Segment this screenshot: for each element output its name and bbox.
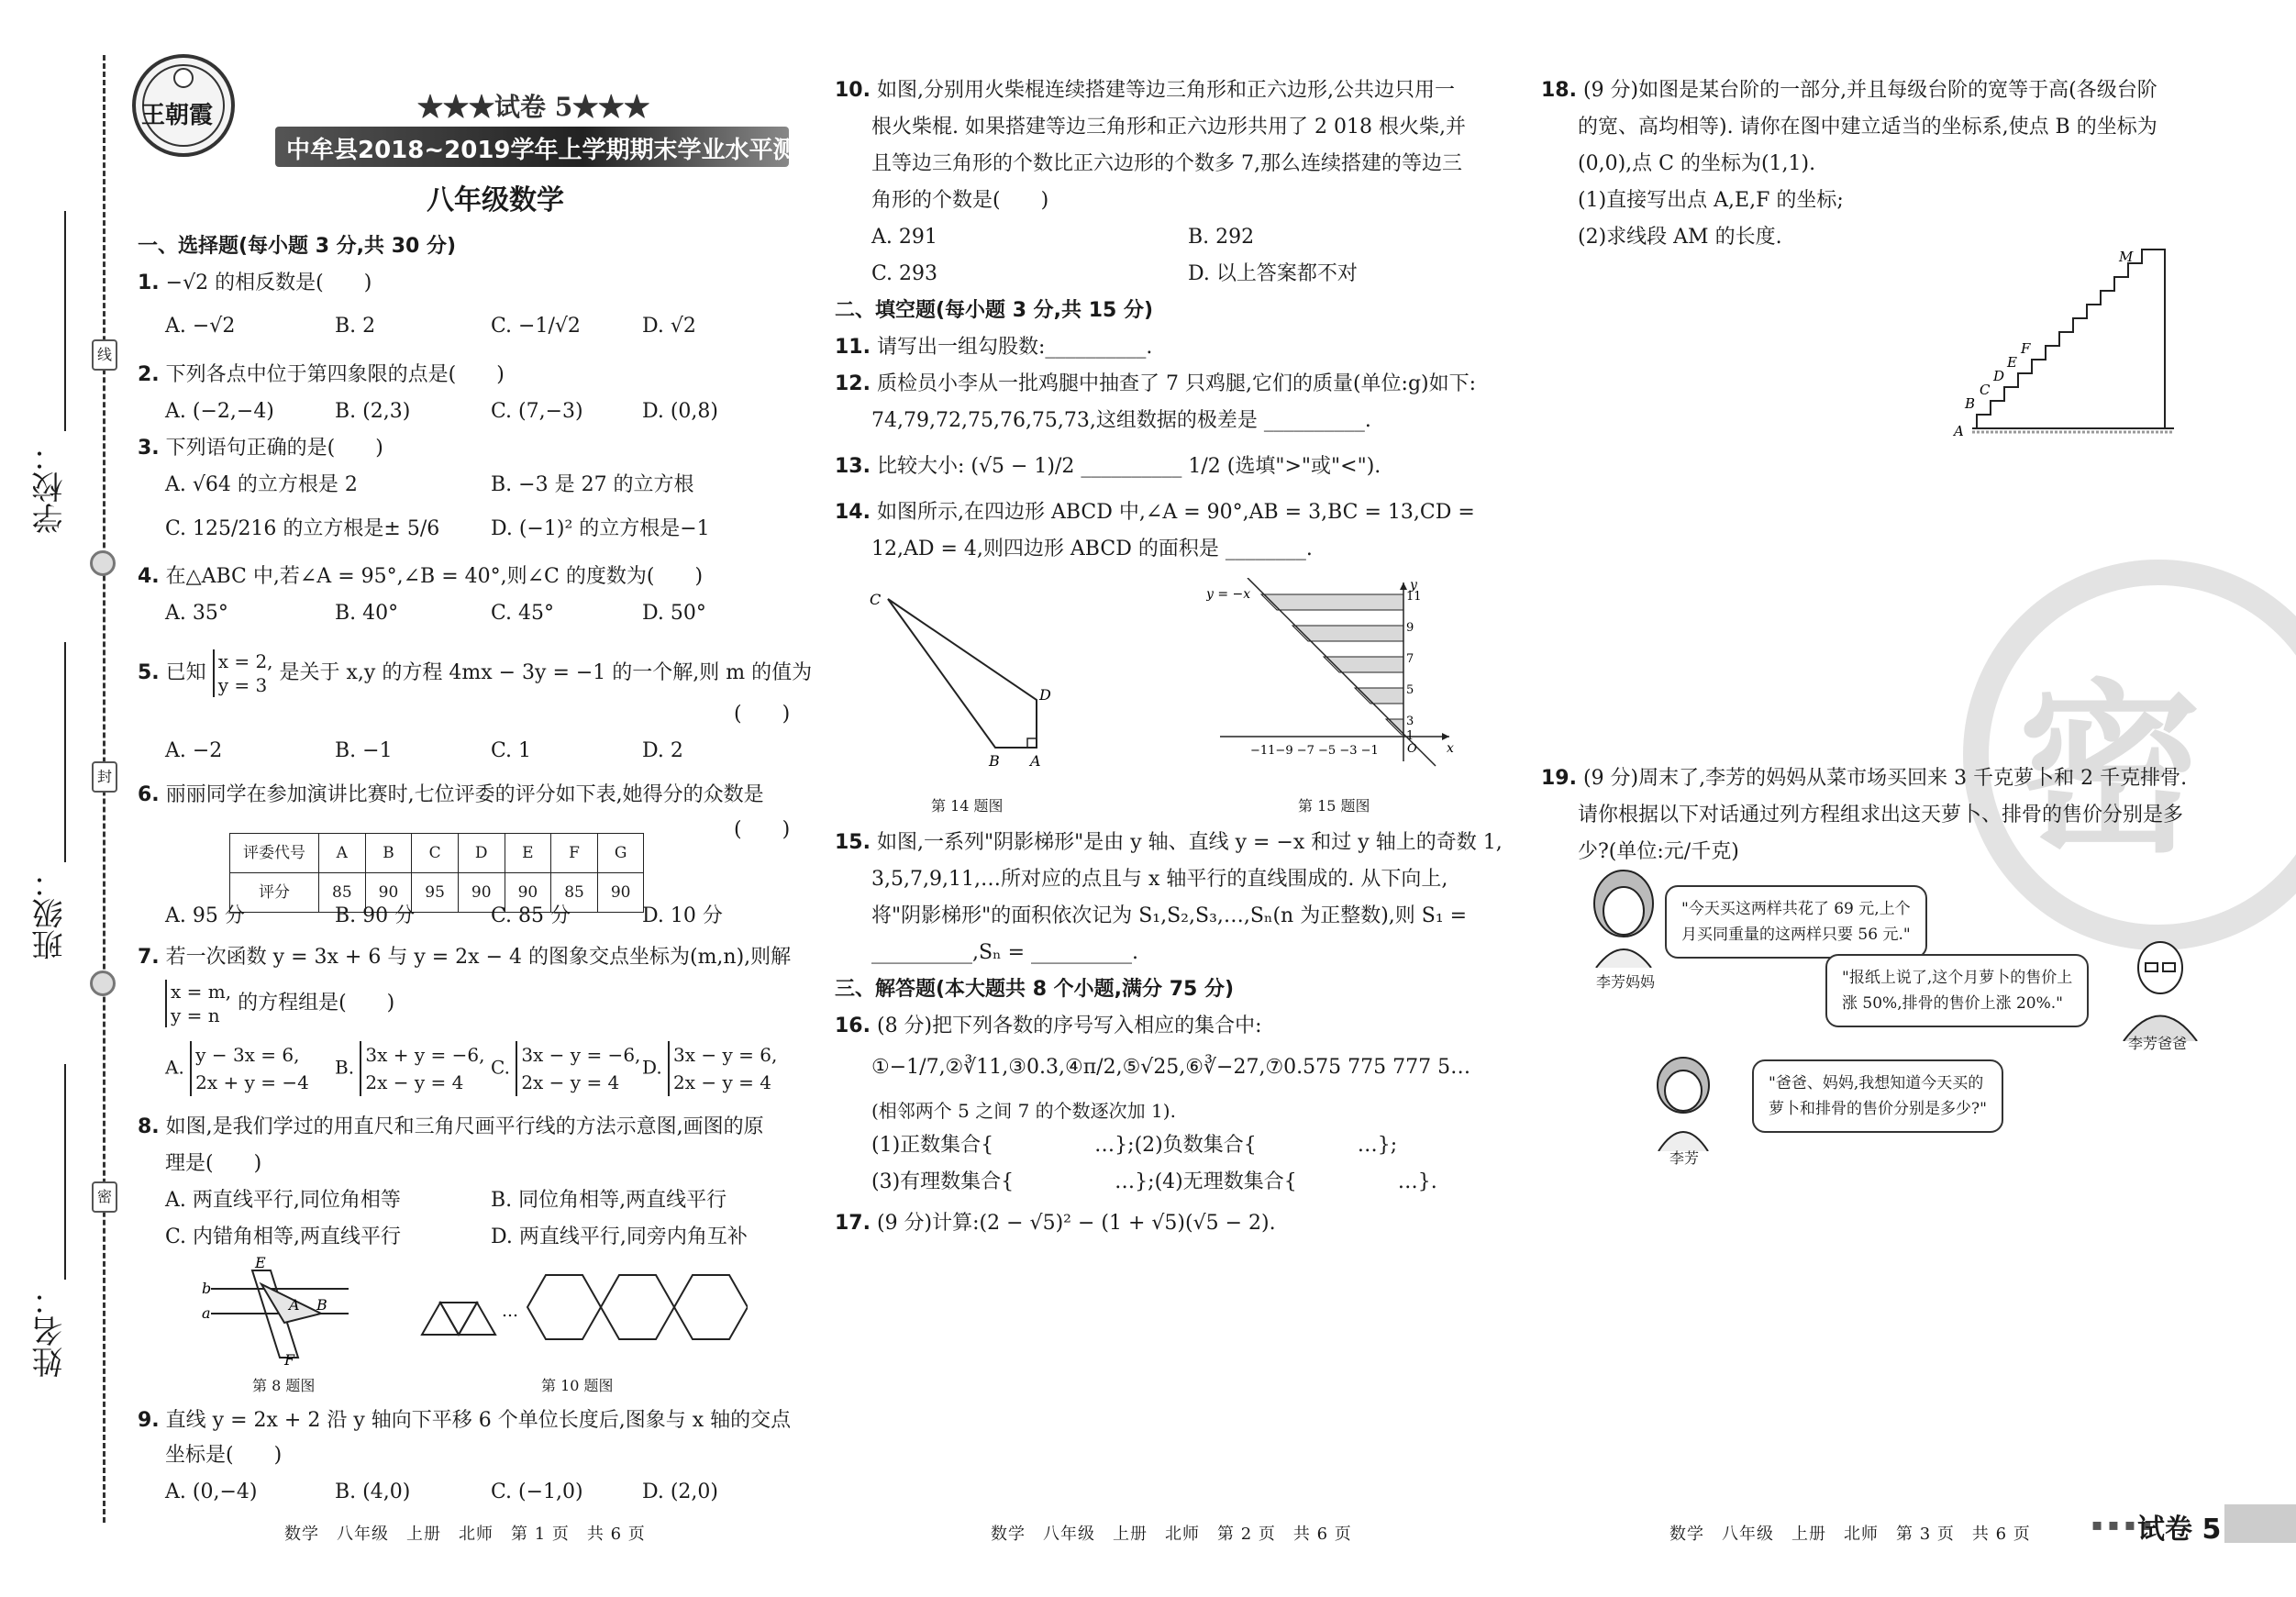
table-cell: 评委代号 <box>230 834 319 873</box>
eq-line: 2x + y = −4 <box>195 1071 309 1093</box>
q-num: 1. <box>138 272 160 294</box>
table-cell: 90 <box>365 873 412 913</box>
table-cell: 95 <box>412 873 459 913</box>
eq-line: x = 2, <box>217 650 273 672</box>
q-text: 将"阴影梯形"的面积依次记为 S₁,S₂,S₃,…,Sₙ(n 为正整数),则 S₁ = <box>871 904 1468 927</box>
svg-text:M: M <box>2119 249 2134 265</box>
q-num: 15. <box>835 831 871 854</box>
q-text: 角形的个数是( ) <box>871 189 1049 212</box>
q-text: (3)有理数集合{ …};(4)无理数集合{ …}. <box>871 1170 1437 1193</box>
speech-bubble-dad <box>1825 954 2089 1027</box>
option-d: D. 2 <box>642 739 683 762</box>
binding-strip <box>0 0 138 1597</box>
section-heading: 一、选择题(每小题 3 分,共 30 分) <box>138 235 457 258</box>
table-cell: 评分 <box>230 873 319 913</box>
option-a: A. (0,−4) <box>165 1481 258 1503</box>
q-text: 丽丽同学在参加演讲比赛时,七位评委的评分如下表,她得分的众数是 <box>165 783 764 806</box>
name-blank <box>64 1064 66 1280</box>
eq-line: y = n <box>171 1004 220 1026</box>
q-num: 6. <box>138 783 160 806</box>
page-footer: 数学 八年级 上册 北师 第 3 页 共 6 页 <box>1669 1525 2031 1544</box>
page-footer: 数学 八年级 上册 北师 第 2 页 共 6 页 <box>991 1525 1352 1544</box>
bubble-line: "今天买这两样共花了 69 元,上个 <box>1681 900 1911 918</box>
seal-mark-mi: 密 <box>92 1181 117 1213</box>
figure-caption: 第 8 题图 <box>252 1377 316 1394</box>
option-d: D. 50° <box>642 602 706 625</box>
bubble-line: "报纸上说了,这个月萝卜的售价上 <box>1842 969 2073 987</box>
question-8-line2: 理是( ) <box>165 1152 262 1175</box>
school-blank <box>64 211 66 431</box>
q-num: 2. <box>138 363 160 386</box>
class-label: 班级： <box>32 867 69 960</box>
bubble-line: 月买同重量的这两样只要 56 元." <box>1681 926 1911 944</box>
svg-text:C: C <box>1980 382 1991 398</box>
option-c: C. 1 <box>491 739 532 762</box>
table-cell: D <box>458 834 505 873</box>
q-text: 比较大小: (√5 − 1)/2 __________ 1/2 (选填">"或"<"). <box>876 455 1381 478</box>
option-c: C. (−1,0) <box>491 1481 583 1503</box>
question-12 <box>835 367 1476 402</box>
question-5 <box>138 649 812 697</box>
exam-title: 中牟县2018~2019学年上学期期末学业水平测试试卷 <box>286 137 869 164</box>
svg-text:D: D <box>1039 686 1051 704</box>
q-text: ①−1/7,②∛11,③0.3,④π/2,⑤√25,⑥∛−27,⑦0.575 775 777 5… <box>871 1056 1471 1079</box>
option-b: B. −1 <box>335 739 393 762</box>
svg-text:A: A <box>1030 752 1041 770</box>
section-heading: 三、解答题(本大题共 8 个小题,满分 75 分) <box>835 978 1235 1001</box>
svg-text:7: 7 <box>1406 652 1414 666</box>
option-b: B. 40° <box>335 602 399 625</box>
paper-number: ★★★试卷 5★★★ <box>417 92 650 122</box>
option-b: B. (4,0) <box>335 1481 411 1503</box>
question-15 <box>835 826 1503 860</box>
figure-18-staircase <box>1945 234 2183 440</box>
option-b: B. −3 是 27 的立方根 <box>491 473 694 496</box>
name-label: 姓名： <box>32 1284 69 1378</box>
option-a: A. y − 3x = 6, 2x + y = −4 <box>165 1041 309 1096</box>
q-text: 已知 <box>165 661 206 684</box>
equation-system <box>165 980 231 1027</box>
table-cell: B <box>365 834 412 873</box>
paper-badge: 试卷 5 <box>2137 1514 2222 1546</box>
option-b: B. 同位角相等,两直线平行 <box>491 1189 727 1212</box>
svg-text:A: A <box>289 1296 300 1314</box>
q-text: 12,AD = 4,则四边形 ABCD 的面积是 ________. <box>871 538 1313 560</box>
q-text: 若一次函数 y = 3x + 6 与 y = 2x − 4 的图象交点坐标为(m,n),则解 <box>165 946 792 969</box>
svg-text:b: b <box>202 1280 212 1297</box>
svg-text:A: A <box>1954 423 1964 439</box>
svg-text:…: … <box>502 1302 518 1321</box>
option-a: A. −√2 <box>165 315 236 338</box>
question-2 <box>138 358 505 393</box>
q-num: 16. <box>835 1015 871 1037</box>
q-num: 9. <box>138 1409 160 1432</box>
girl-figure <box>1642 1050 1725 1151</box>
question-7-line2 <box>165 980 394 1027</box>
q-text: 如图,一系列"阴影梯形"是由 y 轴、直线 y = −x 和过 y 轴上的奇数 1, <box>876 831 1503 854</box>
eq-line: y − 3x = 6, <box>195 1044 300 1066</box>
q-num: 11. <box>835 336 871 359</box>
q-text: (1)直接写出点 A,E,F 的坐标; <box>1578 189 1844 212</box>
q-num: 14. <box>835 501 871 524</box>
option-a: A. 两直线平行,同位角相等 <box>165 1189 401 1212</box>
question-10 <box>835 73 1455 108</box>
svg-text:y = −x: y = −x <box>1206 587 1251 602</box>
q-num: 5. <box>138 661 160 684</box>
q-text: 如图,是我们学过的用直尺和三角尺画平行线的方法示意图,画图的原 <box>165 1115 764 1138</box>
binding-hole <box>90 970 116 996</box>
figure-caption: 第 14 题图 <box>931 797 1004 815</box>
q-text: __________,Sₙ = __________. <box>871 941 1138 964</box>
seal-mark-feng: 封 <box>92 761 117 793</box>
bubble-line: 涨 50%,排骨的售价上涨 20%." <box>1842 994 2064 1013</box>
q-text: 3,5,7,9,11,…所对应的点且与 x 轴平行的直线围成的. 从下向上, <box>871 868 1448 891</box>
svg-text:11: 11 <box>1406 590 1422 604</box>
answer-paren: ( ) <box>734 818 791 841</box>
svg-text:E: E <box>255 1257 266 1271</box>
speech-bubble-mom <box>1665 885 1927 959</box>
option-a: A. 35° <box>165 602 228 625</box>
q-text: 如图,分别用火柴棍连续搭建等边三角形和正六边形,公共边只用一 <box>876 79 1455 102</box>
q-text: 直线 y = 2x + 2 沿 y 轴向下平移 6 个单位长度后,图象与 x 轴的交点 <box>165 1409 792 1432</box>
q-text: 是关于 x,y 的方程 4mx − 3y = −1 的一个解,则 m 的值为 <box>279 661 813 684</box>
svg-text:1: 1 <box>1406 729 1414 743</box>
eq-line: 2x − y = 4 <box>365 1071 464 1093</box>
option-a: A. (−2,−4) <box>165 400 274 423</box>
figure-14-diagram <box>862 582 1082 784</box>
question-7 <box>138 940 791 975</box>
svg-text:−11−9 −7 −5 −3 −1: −11−9 −7 −5 −3 −1 <box>1250 744 1379 758</box>
q-text: 如图所示,在四边形 ABCD 中,∠A = 90°,AB = 3,BC = 13,CD = <box>876 501 1475 524</box>
svg-text:D: D <box>1993 368 2005 384</box>
option-c: C. −1/√2 <box>491 315 581 338</box>
question-18 <box>1541 73 2157 108</box>
figure-caption: 第 10 题图 <box>541 1377 614 1394</box>
q-num: 18. <box>1541 79 1577 102</box>
option-c: C. 内错角相等,两直线平行 <box>165 1225 402 1248</box>
q-text: (9 分)周末了,李芳的妈妈从菜市场买回来 3 千克萝卜和 2 千克排骨. <box>1582 767 2188 790</box>
table-cell: 90 <box>458 873 505 913</box>
svg-text:B: B <box>989 752 1000 770</box>
svg-text:a: a <box>202 1304 211 1322</box>
svg-text:9: 9 <box>1406 621 1414 635</box>
girl-label: 李芳 <box>1669 1149 1700 1167</box>
subject-title: 八年级数学 <box>427 184 564 216</box>
svg-text:5: 5 <box>1406 683 1414 697</box>
svg-text:x: x <box>1447 741 1454 756</box>
badge-bar <box>2224 1504 2296 1543</box>
q-num: 12. <box>835 372 871 395</box>
dots-decoration: ▪ ▪ ▪ ▪ <box>2091 1515 2152 1535</box>
eq-line: 3x − y = −6, <box>521 1044 641 1066</box>
option-c: C. 125/216 的立方根是± 5/6 <box>165 517 440 540</box>
question-8 <box>138 1110 764 1145</box>
option-d: D. 两直线平行,同旁内角互补 <box>491 1225 748 1248</box>
q-text: 在△ABC 中,若∠A = 95°,∠B = 40°,则∠C 的度数为( ) <box>165 565 704 588</box>
mom-label: 李芳妈妈 <box>1596 973 1656 991</box>
option-c: C. (7,−3) <box>491 400 583 423</box>
option-d: D. 3x − y = 6, 2x − y = 4 <box>642 1041 777 1096</box>
question-1 <box>138 266 372 301</box>
table-cell: 90 <box>597 873 644 913</box>
q-num: 17. <box>835 1212 871 1235</box>
q-num: 3. <box>138 437 160 460</box>
option-b: B. 2 <box>335 315 376 338</box>
class-blank <box>64 642 66 862</box>
answer-paren: ( ) <box>734 703 791 726</box>
question-4 <box>138 560 703 594</box>
option-c: C. 45° <box>491 602 555 625</box>
eq-line: y = 3 <box>217 674 268 696</box>
option-c: C. 293 <box>871 262 938 285</box>
option-d: D. 以上答案都不对 <box>1188 262 1358 285</box>
option-b: B. 3x + y = −6, 2x − y = 4 <box>335 1041 485 1096</box>
option-c: C. 3x − y = −6, 2x − y = 4 <box>491 1041 640 1096</box>
option-d: D. (0,8) <box>642 400 718 423</box>
q-text: 请写出一组勾股数:__________. <box>876 336 1153 359</box>
svg-text:F: F <box>2021 340 2031 357</box>
table-row <box>230 873 644 913</box>
svg-text:B: B <box>316 1296 327 1314</box>
question-9 <box>138 1403 791 1438</box>
option-a: A. 95 分 <box>165 904 245 927</box>
eq-line: x = m, <box>171 981 232 1003</box>
svg-text:3: 3 <box>1406 715 1414 728</box>
figure-caption: 第 15 题图 <box>1298 797 1370 815</box>
q-text: 根火柴棍. 如果搭建等边三角形和正六边形共用了 2 018 根火柴,并 <box>871 116 1466 139</box>
option-d: D. 10 分 <box>642 904 723 927</box>
q-text: 的方程组是( ) <box>238 992 395 1015</box>
question-19 <box>1541 761 2187 796</box>
q-num: 13. <box>835 455 871 478</box>
table-cell: A <box>319 834 366 873</box>
q-text: 74,79,72,75,76,75,73,这组数据的极差是 __________. <box>871 409 1371 432</box>
q-text: (8 分)把下列各数的序号写入相应的集合中: <box>876 1015 1262 1037</box>
q-text: (0,0),点 C 的坐标为(1,1). <box>1578 152 1816 175</box>
q-num: 8. <box>138 1115 160 1138</box>
question-17 <box>835 1206 1276 1241</box>
table-cell: E <box>505 834 551 873</box>
q-num: 7. <box>138 946 160 969</box>
table-cell: 85 <box>551 873 598 913</box>
q-text: 质检员小李从一批鸡腿中抽查了 7 只鸡腿,它们的质量(单位:g)如下: <box>876 372 1477 395</box>
eq-line: 2x − y = 4 <box>673 1071 772 1093</box>
q-text: 下列语句正确的是( ) <box>165 437 383 460</box>
figure-15-diagram <box>1206 578 1481 771</box>
table-cell: F <box>551 834 598 873</box>
question-11 <box>835 330 1152 365</box>
svg-text:C: C <box>870 591 882 608</box>
q-text: (相邻两个 5 之间 7 的个数逐次加 1). <box>871 1100 1176 1122</box>
table-cell: G <box>597 834 644 873</box>
option-a: A. 291 <box>871 226 937 249</box>
q-num: 10. <box>835 79 871 102</box>
question-3 <box>138 431 383 466</box>
table-row <box>230 834 644 873</box>
school-label: 学校： <box>32 440 69 534</box>
mom-figure <box>1582 867 1665 968</box>
section-heading: 二、填空题(每小题 3 分,共 15 分) <box>835 299 1154 322</box>
figure-8-diagram <box>202 1257 358 1367</box>
dad-figure <box>2114 936 2206 1041</box>
svg-text:F: F <box>284 1351 295 1367</box>
option-d: D. (−1)² 的立方根是−1 <box>491 517 710 540</box>
question-9-line2: 坐标是( ) <box>165 1444 283 1467</box>
page-footer: 数学 八年级 上册 北师 第 1 页 共 6 页 <box>284 1525 646 1544</box>
option-d: D. (2,0) <box>642 1481 718 1503</box>
question-6 <box>138 778 764 813</box>
option-c: C. 85 分 <box>491 904 571 927</box>
svg-text:B: B <box>1965 395 1976 412</box>
binding-hole <box>90 550 116 576</box>
option-a: A. √64 的立方根是 2 <box>165 473 358 496</box>
table-cell: C <box>412 834 459 873</box>
eq-line: 3x − y = 6, <box>673 1044 778 1066</box>
option-b: B. 292 <box>1188 226 1255 249</box>
svg-text:y: y <box>1410 578 1417 593</box>
q-text: 下列各点中位于第四象限的点是( ) <box>165 363 505 386</box>
q-text: 少?(单位:元/千克) <box>1578 840 1739 863</box>
bubble-line: "爸爸、妈妈,我想知道今天买的 <box>1769 1074 1984 1092</box>
q-num: 19. <box>1541 767 1577 790</box>
svg-text:O: O <box>1407 742 1417 756</box>
figure-10-diagram <box>417 1261 748 1353</box>
bubble-line: 萝卜和排骨的售价分别是多少?" <box>1769 1100 1987 1118</box>
q-text: 请你根据以下对话通过列方程组求出这天萝卜、排骨的售价分别是多 <box>1578 804 2184 826</box>
option-b: B. (2,3) <box>335 400 411 423</box>
q-text: (9 分)计算:(2 − √5)² − (1 + √5)(√5 − 2). <box>876 1212 1276 1235</box>
option-b: B. 90 分 <box>335 904 416 927</box>
q-text: (1)正数集合{ …};(2)负数集合{ …}; <box>871 1134 1398 1157</box>
svg-text:E: E <box>2007 354 2017 371</box>
q-num: 4. <box>138 565 160 588</box>
equation-system <box>213 649 273 697</box>
eq-line: 3x + y = −6, <box>365 1044 485 1066</box>
q-text: −√2 的相反数是( ) <box>165 272 372 294</box>
score-table <box>229 833 644 913</box>
eq-line: 2x − y = 4 <box>521 1071 620 1093</box>
q-text: (9 分)如图是某台阶的一部分,并且每级台阶的宽等于高(各级台阶 <box>1582 79 2157 102</box>
q-text: (2)求线段 AM 的长度. <box>1578 226 1782 249</box>
option-a: A. −2 <box>165 739 223 762</box>
question-14 <box>835 495 1475 530</box>
table-cell: 90 <box>505 873 551 913</box>
seal-mark-line: 线 <box>92 339 117 371</box>
q-text: 且等边三角形的个数比正六边形的个数多 7,那么连续搭建的等边三 <box>871 152 1462 175</box>
confidential-stamp-char: 密 <box>2018 662 2202 878</box>
logo-text: 王朝霞 <box>141 102 214 129</box>
question-16 <box>835 1009 1262 1044</box>
brand-logo <box>128 50 238 161</box>
table-cell: 85 <box>319 873 366 913</box>
q-text: 的宽、高均相等). 请你在图中建立适当的坐标系,使点 B 的坐标为 <box>1578 116 2157 139</box>
option-d: D. √2 <box>642 315 696 338</box>
dad-label: 李芳爸爸 <box>2128 1035 2188 1052</box>
speech-bubble-girl <box>1752 1059 2003 1133</box>
question-13 <box>835 449 1381 484</box>
